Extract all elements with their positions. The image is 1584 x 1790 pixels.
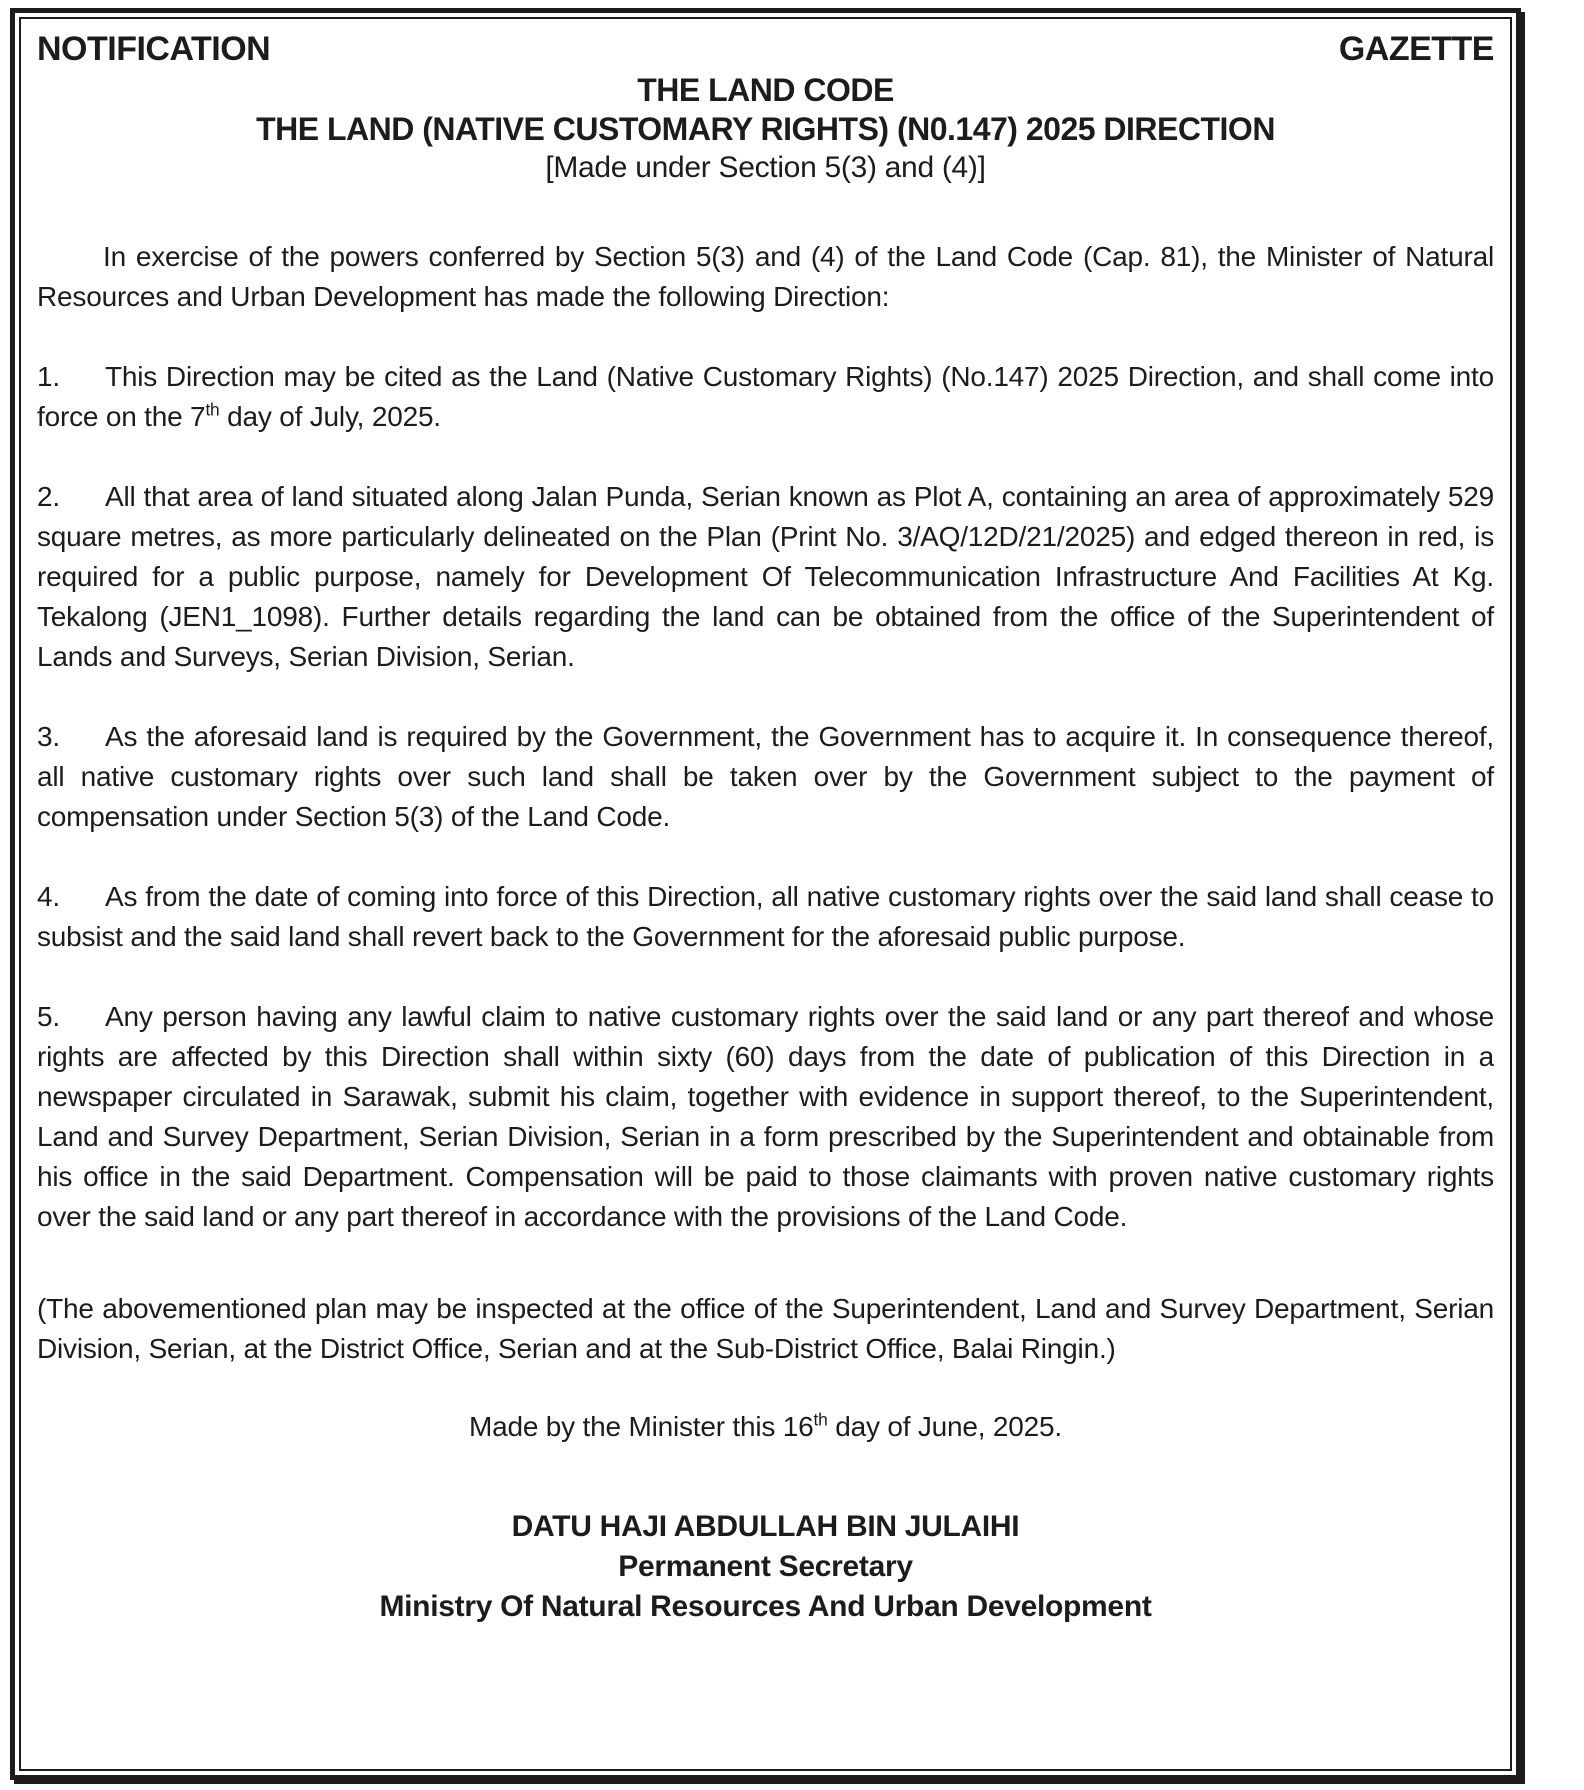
signatory-name: DATU HAJI ABDULLAH BIN JULAIHI	[511, 1510, 1020, 1543]
made-by-line	[37, 1407, 1494, 1447]
intro-paragraph: In exercise of the powers conferred by Section 5(3) and (4) of the Land Code (Cap. 81), the Minister of Natural Resources and Urban Development has made the following Direction:	[37, 241, 1494, 312]
direction-title: THE LAND (NATIVE CUSTOMARY RIGHTS) (N0.147) 2025 DIRECTION	[256, 111, 1275, 147]
clause-5	[37, 997, 1494, 1237]
document-border	[10, 8, 1521, 1780]
signature-block	[37, 1507, 1494, 1627]
clause-1-text-after: day of July, 2025.	[219, 401, 441, 432]
document-inner-border	[19, 17, 1512, 1771]
clause-4-text: As from the date of coming into force of this Direction, all native customary rights over the said land shall cease to subsist and the said land shall revert back to the Government for the aforesaid public purpose.	[37, 881, 1494, 952]
made-by-text-after: day of June, 2025.	[827, 1411, 1063, 1442]
clause-3-number: 3.	[37, 721, 60, 752]
gazette-header-row	[37, 29, 1494, 69]
clause-3-text: As the aforesaid land is required by the Government, the Government has to acquire it. In consequence thereof, all native customary rights over such land shall be taken over by the Government subject to the payment of compensation under Section 5(3) of the Land Code.	[37, 721, 1494, 832]
clause-2-text: All that area of land situated along Jalan Punda, Serian known as Plot A, containing an area of approximately 529 square metres, as more particularly delineated on the Plan (Print No. 3/AQ/12D/21/2025) and edged thereon in red, is required for a public purpose, namely for Development Of Telecommunication Infrastructure And Facilities At Kg. Tekalong (JEN1_1098). Further details regarding the land can be obtained from the office of the Superintendent of Lands and Surveys, Serian Division, Serian.	[37, 481, 1494, 672]
clause-1	[37, 357, 1494, 437]
gazette-label: GAZETTE	[1338, 30, 1494, 68]
clause-4	[37, 877, 1494, 957]
clause-1-number: 1.	[37, 361, 60, 392]
clause-3	[37, 717, 1494, 837]
ordinal-superscript: th	[205, 399, 220, 420]
clause-2	[37, 477, 1494, 677]
clause-2-number: 2.	[37, 481, 60, 512]
ordinal-superscript: th	[813, 1409, 828, 1430]
notification-label: NOTIFICATION	[37, 30, 271, 68]
signatory-ministry: Ministry Of Natural Resources And Urban Development	[379, 1590, 1152, 1623]
clause-5-text: Any person having any lawful claim to native customary rights over the said land or any part thereof and whose rights are affected by this Direction shall within sixty (60) days from the date of publication of this Direction in a newspaper circulated in Sarawak, submit his claim, together with evidence in support thereof, to the Superintendent, Land and Survey Department, Serian Division, Serian in a form prescribed by the Superintendent and obtainable from his office in the said Department. Compensation will be paid to those claimants with proven native customary rights over the said land or any part thereof in accordance with the provisions of the Land Code.	[37, 1001, 1494, 1232]
title-block	[37, 71, 1494, 187]
signatory-role: Permanent Secretary	[618, 1550, 913, 1583]
made-by-text: Made by the Minister this 16	[468, 1411, 814, 1442]
clause-4-number: 4.	[37, 881, 60, 912]
clause-5-number: 5.	[37, 1001, 60, 1032]
clause-1-text: This Direction may be cited as the Land (Native Customary Rights) (No.147) 2025 Direction, and shall come into force on the 7	[37, 361, 1494, 432]
land-code-title: THE LAND CODE	[637, 72, 894, 108]
made-under-subtitle: [Made under Section 5(3) and (4)]	[545, 151, 986, 184]
inspection-note: (The abovementioned plan may be inspected at the office of the Superintendent, Land and Survey Department, Serian Division, Serian, at the District Office, Serian and at the Sub-District Office, Balai Ringin.)	[37, 1293, 1494, 1364]
